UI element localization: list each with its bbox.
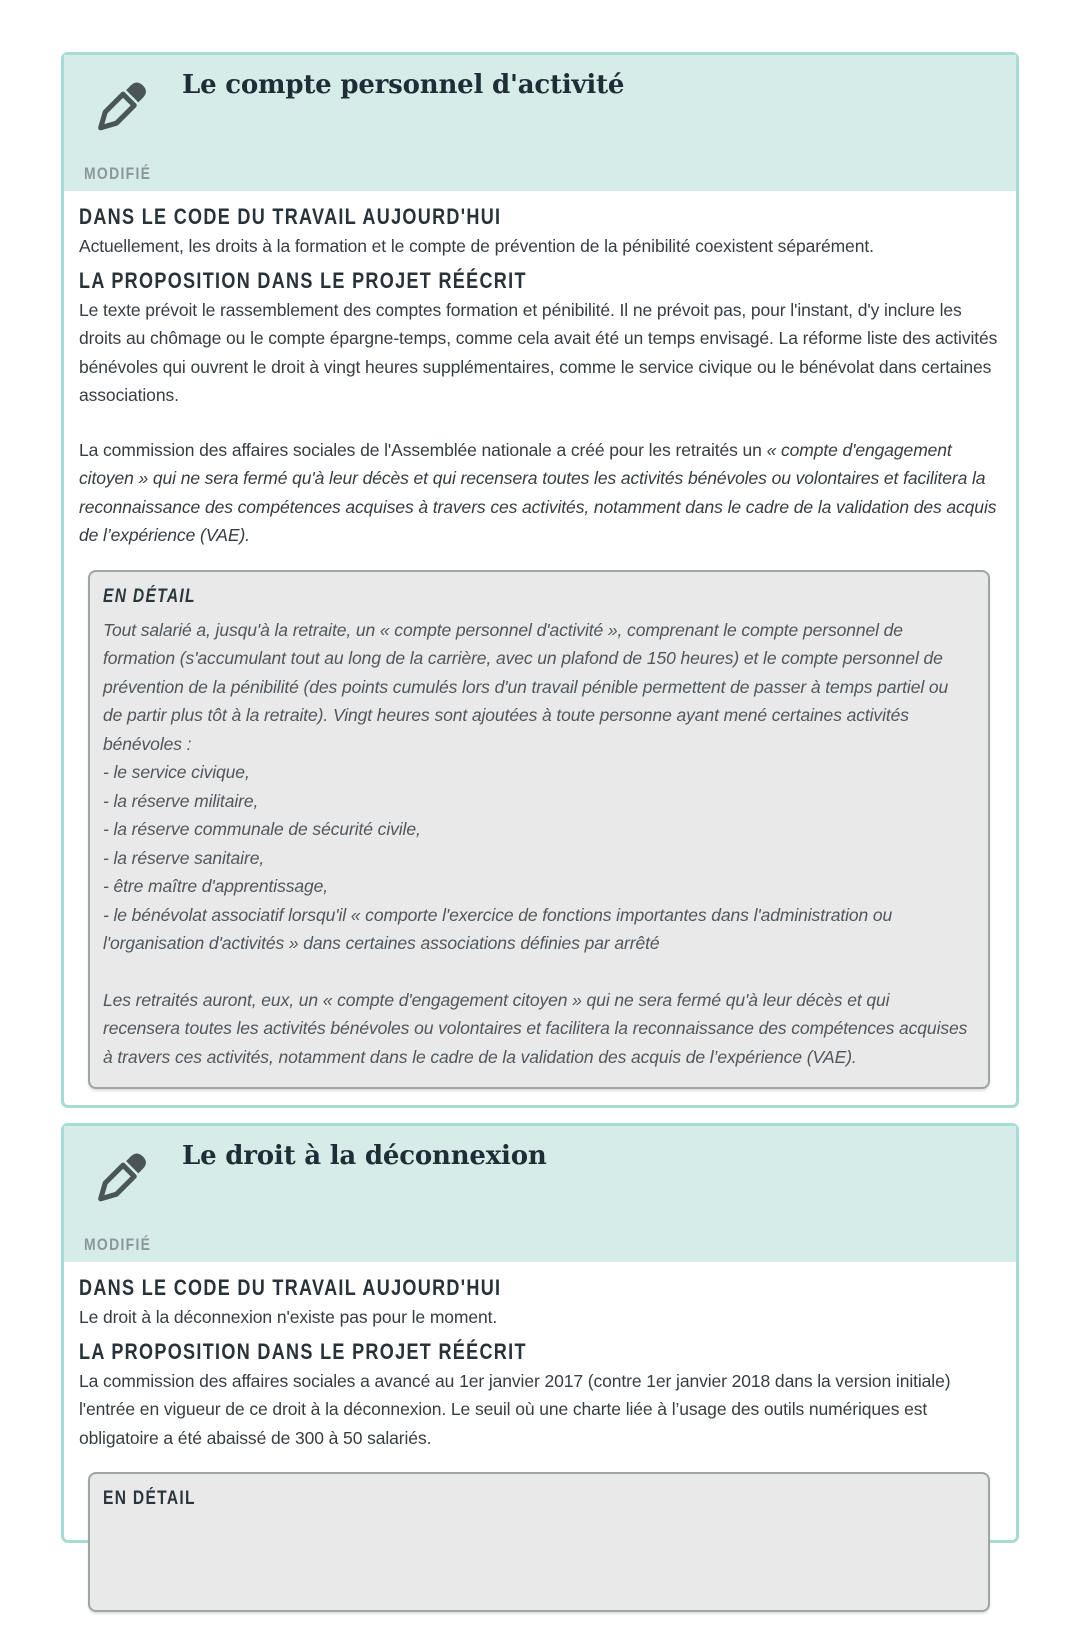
list-item: - le bénévolat associatif lorsqu'il « comporte l'exercice de fonctions importantes dans l'administration ou l'organisation d'activités » dans certaines associations définies par arrêté xyxy=(103,904,893,953)
detail-retirees-paragraph: Les retraités auront, eux, un « compte d'engagement citoyen » qui ne sera fermé qu'à leur décès et qui recensera toutes les activités bénévoles ou volontaires et facilitera la reconnaissance des compétences acquises à travers ces activités, notamment dans le cadre de la validation des acquis de l’expérience (VAE). xyxy=(103,989,968,1067)
reform-card-compte-personnel-activite xyxy=(61,52,1019,1108)
reform-card-droit-deconnexion xyxy=(61,1123,1019,1543)
detail-box-label: EN DÉTAIL xyxy=(103,1488,196,1509)
list-item: - la réserve communale de sécurité civile, xyxy=(103,819,421,839)
card-body xyxy=(64,191,1016,1105)
list-item: - la réserve sanitaire, xyxy=(103,847,265,868)
paragraph-proposal: Le texte prévoit le rassemblement des comptes formation et pénibilité. Il ne prévoit pas, pour l'instant, d'y inclure les droits au chômage ou le compte épargne-temps, comme cela avait été un temps envisagé. La réforme liste des activités bénévoles qui ouvrent le droit à vingt heures supplémentaires, comme le service civique ou le bénévolat dans certaines associations. xyxy=(79,299,998,405)
paragraph-current-law: Le droit à la déconnexion n'existe pas pour le moment. xyxy=(79,1307,498,1327)
paragraph-plain-part: La commission des affaires sociales de l'Assemblée nationale a créé pour les retraités un xyxy=(79,439,767,460)
detail-box-label: EN DÉTAIL xyxy=(103,585,196,607)
paragraph-current-law: Actuellement, les droits à la formation et le compte de prévention de la pénibilité coexistent séparément. xyxy=(79,236,874,256)
section-heading-code-travail: DANS LE CODE DU TRAVAIL AUJOURD'HUI xyxy=(79,1275,502,1300)
card-header xyxy=(64,1126,1016,1262)
status-badge: MODIFIÉ xyxy=(84,1235,152,1254)
pencil-icon xyxy=(84,61,156,153)
card-title: Le compte personnel d'activité xyxy=(182,70,625,100)
paragraph-citizen-account xyxy=(79,436,1000,550)
card-body xyxy=(64,1262,1016,1628)
list-item: - être maître d'apprentissage, xyxy=(103,876,329,896)
detail-intro-paragraph: Tout salarié a, jusqu'à la retraite, un « compte personnel d'activité », comprenant le compte personnel de formation (s'accumulant tout au long de la carrière, avec un plafond de 150 heures) et le compte personnel de prévention de la pénibilité (des points cumulés lors d'un travail pénible permettent de passer à temps partiel ou de partir plus tôt à la retraite). Vingt heures sont ajoutées à toute personne ayant mené certaines activités bénévoles : xyxy=(103,619,949,754)
paragraph-italic-part: « compte d'engagement citoyen » qui ne sera fermé qu'à leur décès et qui recensera toutes les activités bénévoles ou volontaires et facilitera la reconnaissance des compétences acquises à travers ces activités, notamment dans le cadre de la validation des acquis de l’expérience (VAE). xyxy=(79,439,997,545)
list-item: - le service civique, xyxy=(103,762,250,782)
detail-box xyxy=(88,1472,990,1612)
pencil-icon xyxy=(84,1132,156,1224)
section-heading-code-travail: DANS LE CODE DU TRAVAIL AUJOURD'HUI xyxy=(79,204,502,229)
section-heading-proposition: LA PROPOSITION DANS LE PROJET RÉÉCRIT xyxy=(79,1338,527,1364)
status-badge: MODIFIÉ xyxy=(84,164,152,183)
card-title: Le droit à la déconnexion xyxy=(182,1141,547,1171)
article-live-page xyxy=(0,52,1076,1528)
paragraph-proposal: La commission des affaires sociales a avancé au 1er janvier 2017 (contre 1er janvier 2018 dans la version initiale) l'entrée en vigueur de ce droit à la déconnexion. Le seuil où une charte liée à l’usage des outils numériques est obligatoire a été abaissé de 300 à 50 salariés. xyxy=(79,1370,951,1448)
list-item: - la réserve militaire, xyxy=(103,790,259,811)
section-heading-proposition: LA PROPOSITION DANS LE PROJET RÉÉCRIT xyxy=(79,267,527,293)
card-header xyxy=(64,55,1016,191)
detail-box xyxy=(88,570,990,1090)
